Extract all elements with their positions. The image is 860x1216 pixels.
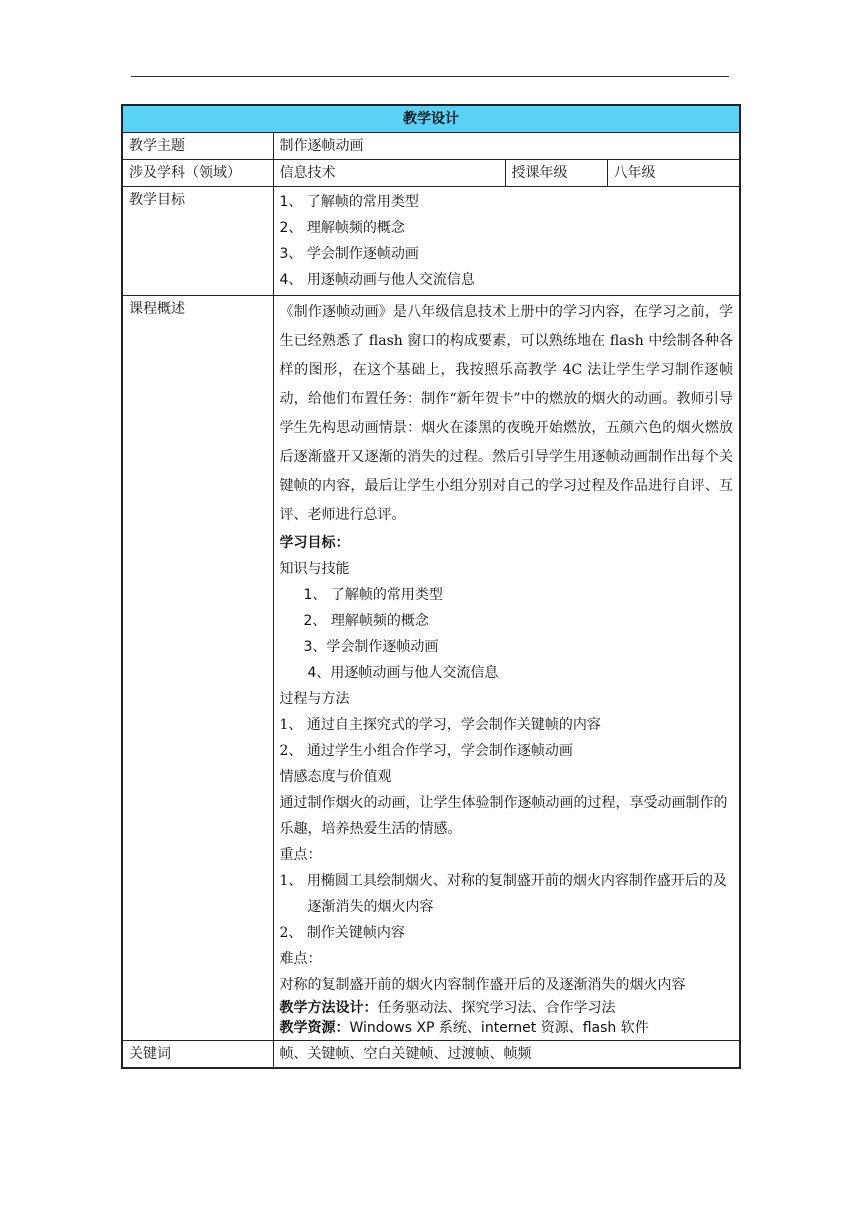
method-line [280,998,734,1018]
knowledge-item: 2、 理解帧频的概念 [303,613,429,629]
process-item: 2、 通过学生小组合作学习，学会制作逐帧动画 [279,743,573,759]
knowledge-item: 4、用逐帧动画与他人交流信息 [307,665,499,681]
goals-label: 教学目标 [122,187,273,296]
table-title: 教学设计 [122,105,740,133]
difficulty-text: 对称的复制盛开前的烟火内容制作盛开后的及逐渐消失的烟火内容 [279,977,686,993]
process-item: 1、 通过自主探究式的学习，学会制作关键帧的内容 [279,717,601,733]
knowledge-item: 3、学会制作逐帧动画 [303,639,439,655]
topic-row [122,133,740,160]
difficulty-heading: 难点： [279,951,322,967]
subject-label: 涉及学科（领域） [122,160,273,187]
goal-item: 4、 用逐帧动画与他人交流信息 [279,272,475,288]
objectives-heading: 学习目标： [279,535,350,551]
resource-text: Windows XP 系统、internet 资源、flash 软件 [349,1020,649,1036]
attitude-heading: 情感态度与价值观 [279,769,392,785]
key-item: 2、 制作关键帧内容 [279,925,405,941]
knowledge-heading: 知识与技能 [279,561,350,577]
overview-intro: 《制作逐帧动画》是八年级信息技术上册中的学习内容，在学习之前，学生已经熟悉了 flash 窗口的构成要素，可以熟练地在 flash 中绘制各种各样的图形，在这个基础上，我按照乐高教学 4C 法让学生学习制作逐帧动，给他们布置任务：制作“新年贺卡”中的燃放的烟火的动画。教师引导学生先构思动画情景：烟火在漆黑的夜晚开始燃放，五颜六色的烟火燃放后逐渐盛开又逐渐的消失的过程。然后引导学生用逐帧动画制作出每个关键帧的内容，最后让学生小组分别对自己的学习过程及作品进行自评、互评、老师进行总评。 [279,304,733,523]
overview-content [273,296,740,1041]
table-title-row [122,105,740,133]
goals-row [122,187,740,296]
process-heading: 过程与方法 [279,691,350,707]
resource-line [280,1018,734,1038]
method-label: 教学方法设计： [279,1000,378,1016]
topic-value: 制作逐帧动画 [273,133,740,160]
grade-value: 八年级 [607,160,740,187]
knowledge-item: 1、 了解帧的常用类型 [303,587,443,603]
keywords-row [122,1041,740,1069]
goals-list [273,187,740,296]
keywords-value: 帧、关键帧、空白关键帧、过渡帧、帧频 [273,1041,740,1069]
header-rule [131,76,729,77]
grade-label: 授课年级 [505,160,607,187]
goal-item: 2、 理解帧频的概念 [279,220,405,236]
subject-value: 信息技术 [273,160,505,187]
key-heading: 重点： [279,847,322,863]
overview-row [122,296,740,1041]
resource-label: 教学资源： [279,1020,350,1036]
teaching-design-table [121,104,741,1069]
attitude-text: 通过制作烟火的动画，让学生体验制作逐帧动画的过程，享受动画制作的乐趣，培养热爱生活的情感。 [279,795,728,837]
keywords-label: 关键词 [122,1041,273,1069]
key-item: 1、 用椭圆工具绘制烟火、对称的复制盛开前的烟火内容制作盛开后的及逐渐消失的烟火内容 [279,873,727,915]
goal-item: 3、 学会制作逐帧动画 [279,246,419,262]
topic-label: 教学主题 [122,133,273,160]
method-text: 任务驱动法、探究学习法、合作学习法 [377,1000,616,1016]
goal-item: 1、 了解帧的常用类型 [279,194,419,210]
overview-label: 课程概述 [122,296,273,1041]
subject-row [122,160,740,187]
